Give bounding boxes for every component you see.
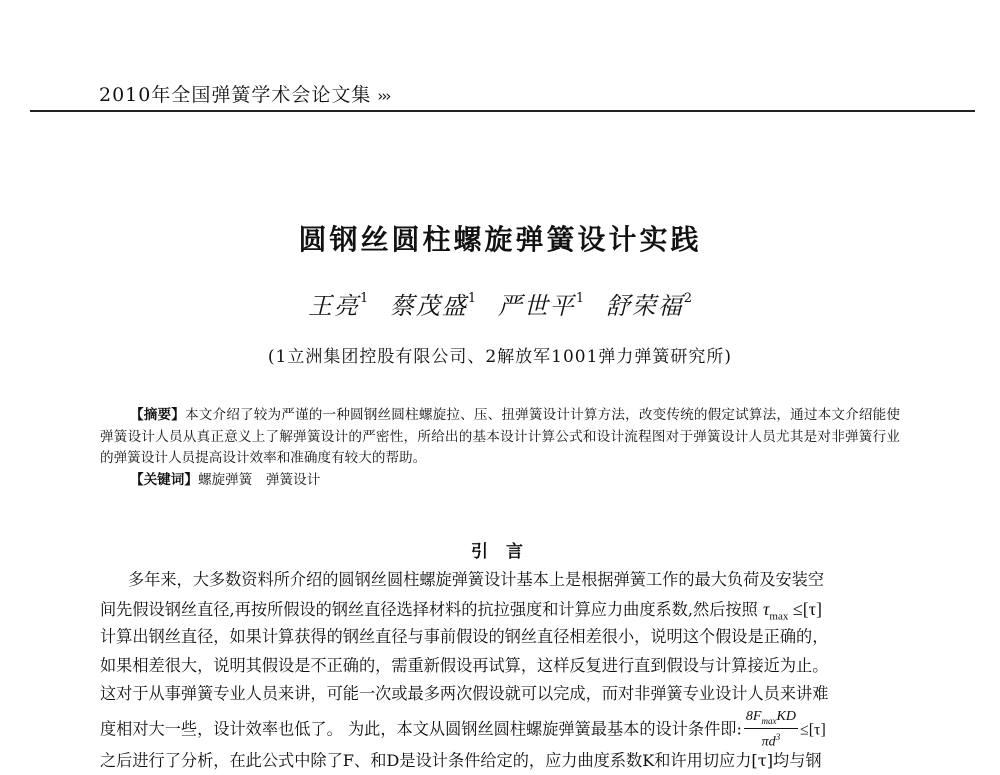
proceedings-title: 2010年全国弹簧学术会论文集 xyxy=(99,84,372,106)
running-header xyxy=(99,80,389,107)
keywords-line xyxy=(100,470,900,492)
formula-fraction: $\frac{8F_{max}KD}{\pi d^3}$ xyxy=(745,708,796,750)
intro-body xyxy=(100,566,908,770)
abstract-paragraph xyxy=(100,405,900,470)
text-line: 度相对大一些，设计效率也低了。 为此，本文从圆钢丝圆柱螺旋弹簧最基本的设计条件即: $\frac{8F_{max}KD}{\pi d^3}$ ≤[τ] xyxy=(100,708,826,750)
author-list xyxy=(0,286,1000,321)
author: 舒荣福$^2$ xyxy=(605,291,693,320)
abstract-block xyxy=(100,405,900,491)
abstract-text: 本文介绍了较为严谨的一种圆钢丝圆柱螺旋拉、压、扭弹簧设计计算方法，改变传统的假定试算法，通过本文介绍能使弹簧设计人员从真正意义上了解弹簧设计的严密性，所给出的基本设计计算公式和设计流程图对于弹簧设计人员尤其是对非弹簧行业的弹簧设计人员提高设计效率和准确度有较大的帮助。 xyxy=(100,407,901,466)
text-line: 多年来，大多数资料所介绍的圆钢丝圆柱螺旋弹簧设计基本上是根据弹簧工作的最大负荷及安装空 xyxy=(128,570,825,589)
text-line: 计算出钢丝直径，如果计算获得的钢丝直径与事前假设的钢丝直径相差很小，说明这个假设是正确的， xyxy=(100,627,829,646)
author: 严世平$^1$ xyxy=(497,291,585,320)
keywords-label: 【关键词】 xyxy=(130,471,198,488)
paper-title: 圆钢丝圆柱螺旋弹簧设计实践 xyxy=(298,223,702,256)
formula-inline: $\tau_{max} \le[\tau]$ xyxy=(762,598,822,623)
header-rule xyxy=(30,110,975,112)
author: 蔡茂盛$^1$ xyxy=(389,291,477,320)
text-line: 间先假设钢丝直径,再按所假设的钢丝直径选择材料的抗拉强度和计算应力曲度系数,然后按照 $\tau_{max} \le[\tau]$ xyxy=(100,598,822,623)
affiliation: (1立洲集团控股有限公司、2解放军1001弹力弹簧研究所) xyxy=(267,347,733,367)
text-line: 如果相差很大，说明其假设是不正确的，需重新假设再试算，这样反复进行直到假设与计算接近为止。 xyxy=(100,655,829,675)
abstract-label: 【摘要】 xyxy=(130,407,186,423)
chevron-right-icon: ››› xyxy=(377,87,390,105)
text-line-cutoff: 之后进行了分析，在此公式中除了F、和D是设计条件给定的，应力曲度系数K和许用切应力[τ]均与钢 xyxy=(100,750,822,770)
text-line: 这对于从事弹簧专业人员来讲，可能一次或最多两次假设就可以完成，而对非弹簧专业设计人员来讲难 xyxy=(100,684,829,703)
author: 王亮$^1$ xyxy=(307,291,369,320)
section-heading: 引 言 xyxy=(471,542,529,562)
keywords-text: 螺旋弹簧 弹簧设计 xyxy=(197,471,321,488)
